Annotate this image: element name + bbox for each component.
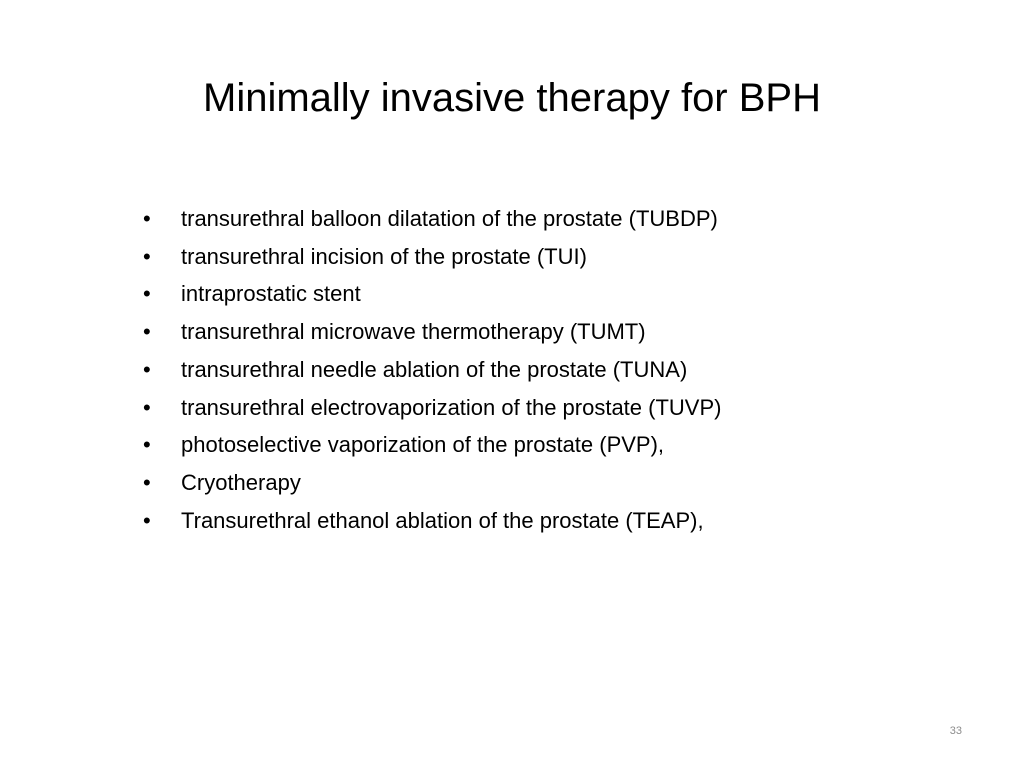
list-item [140, 351, 960, 389]
list-item-text: intraprostatic stent [181, 281, 361, 307]
list-item [140, 389, 960, 427]
bullet-icon: • [143, 281, 151, 307]
list-item [140, 502, 960, 540]
bullet-icon: • [143, 469, 151, 495]
list-item-text: Transurethral ethanol ablation of the prostate (TEAP), [181, 507, 704, 533]
list-item [140, 464, 960, 502]
bullet-icon: • [143, 394, 151, 420]
slide-number: 33 [949, 725, 962, 737]
slide-title: Minimally invasive therapy for BPH [203, 76, 821, 120]
list-item-text: transurethral balloon dilatation of the prostate (TUBDP) [181, 206, 718, 231]
list-item-text: Cryotherapy [181, 469, 301, 495]
bullet-icon: • [143, 206, 151, 231]
list-item-text: transurethral electrovaporization of the prostate (TUVP) [181, 394, 722, 420]
list-item-text: transurethral needle ablation of the prostate (TUNA) [181, 356, 688, 382]
list-item [140, 238, 960, 276]
list-item [140, 275, 960, 313]
bullet-icon: • [143, 243, 151, 269]
list-item-text: transurethral incision of the prostate (TUI) [181, 243, 587, 269]
bullet-list [140, 200, 960, 539]
bullet-icon: • [143, 507, 151, 533]
list-item-text: photoselective vaporization of the prostate (PVP), [181, 432, 665, 458]
list-item-text: transurethral microwave thermotherapy (TUMT) [181, 319, 646, 345]
list-item [140, 200, 960, 238]
bullet-icon: • [143, 356, 151, 382]
list-item [140, 426, 960, 464]
bullet-icon: • [143, 432, 151, 458]
list-item [140, 313, 960, 351]
bullet-icon: • [143, 319, 151, 345]
